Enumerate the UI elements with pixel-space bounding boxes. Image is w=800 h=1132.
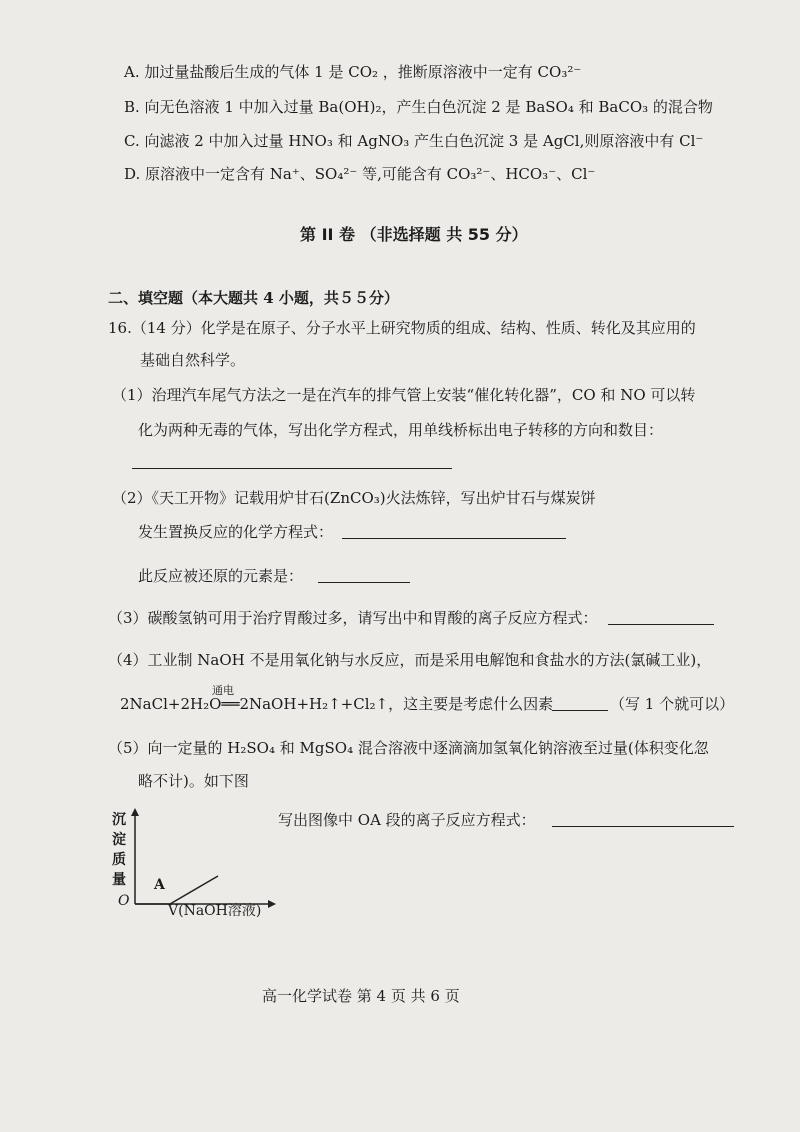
- y-axis-label: 沉淀质量: [112, 812, 126, 888]
- point-a-label: A: [154, 877, 165, 893]
- q16-part1-line1: （1）治理汽车尾气方法之一是在汽车的排气管上安装“催化转化器”，CO 和 NO 可以转: [112, 386, 696, 404]
- q16-part3: （3）碳酸氢钠可用于治疗胃酸过多，请写出中和胃酸的离子反应方程式：: [108, 609, 598, 627]
- q16-part4-line1: （4）工业制 NaOH 不是用氧化钠与水反应，而是采用电解饱和食盐水的方法(氯碱工业)，: [108, 651, 712, 669]
- q16-part5-line3: 写出图像中 OA 段的离子反应方程式：: [278, 811, 536, 829]
- part2-heading: 二、填空题（本大题共 4 小题，共５５分）: [108, 289, 399, 307]
- option-a: A. 加过量盐酸后生成的气体 1 是 CO₂ ，推断原溶液中一定有 CO₃²⁻: [124, 63, 582, 81]
- q16-part2-line3: 此反应被还原的元素是：: [138, 567, 304, 585]
- answer-blank-1[interactable]: [132, 454, 452, 469]
- q16-part4-equation: 2NaCl+2H₂O══2NaOH+H₂↑+Cl₂↑，这主要是考虑什么因素: [120, 695, 554, 713]
- page-footer: 高一化学试卷 第 4 页 共 6 页: [262, 987, 460, 1005]
- q16-stem-line1: 16.（14 分）化学是在原子、分子水平上研究物质的组成、结构、性质、转化及其应用的: [108, 319, 696, 337]
- option-d: D. 原溶液中一定含有 Na⁺、SO₄²⁻ 等,可能含有 CO₃²⁻、HCO₃⁻、Cl⁻: [124, 165, 596, 183]
- q16-stem-line2: 基础自然科学。: [140, 351, 246, 369]
- option-c: C. 向滤液 2 中加入过量 HNO₃ 和 AgNO₃ 产生白色沉淀 3 是 AgCl,则原溶液中有 Cl⁻: [124, 132, 704, 150]
- answer-blank-5[interactable]: [552, 696, 608, 711]
- answer-blank-2[interactable]: [342, 524, 566, 539]
- answer-blank-3[interactable]: [318, 568, 410, 583]
- y-axis-arrow: [131, 808, 139, 816]
- option-b: B. 向无色溶液 1 中加入过量 Ba(OH)₂，产生白色沉淀 2 是 BaSO₄ 和 BaCO₃ 的混合物: [124, 98, 713, 116]
- section-title: 第 II 卷 （非选择题 共 55 分）: [300, 225, 528, 244]
- x-axis-label: V(NaOH溶液): [168, 903, 262, 919]
- origin-label: O: [118, 893, 130, 909]
- q16-part2-line2: 发生置换反应的化学方程式：: [138, 523, 334, 541]
- q16-part4-note: （写 1 个就可以）: [610, 695, 735, 713]
- answer-blank-6[interactable]: [552, 812, 734, 827]
- electrolysis-condition: 通电: [212, 684, 234, 697]
- q16-part1-line2: 化为两种无毒的气体，写出化学方程式，用单线桥标出电子转移的方向和数目：: [138, 421, 664, 439]
- q16-part5-line1: （5）向一定量的 H₂SO₄ 和 MgSO₄ 混合溶液中逐滴滴加氢氧化钠溶液至过量(体积变化忽: [108, 739, 709, 757]
- q16-part5-line2: 略不计)。如下图: [138, 772, 249, 790]
- x-axis-arrow: [268, 900, 276, 908]
- answer-blank-4[interactable]: [608, 610, 714, 625]
- q16-part2-line1: （2）《天工开物》记载用炉甘石(ZnCO₃)火法炼锌，写出炉甘石与煤炭饼: [112, 489, 596, 507]
